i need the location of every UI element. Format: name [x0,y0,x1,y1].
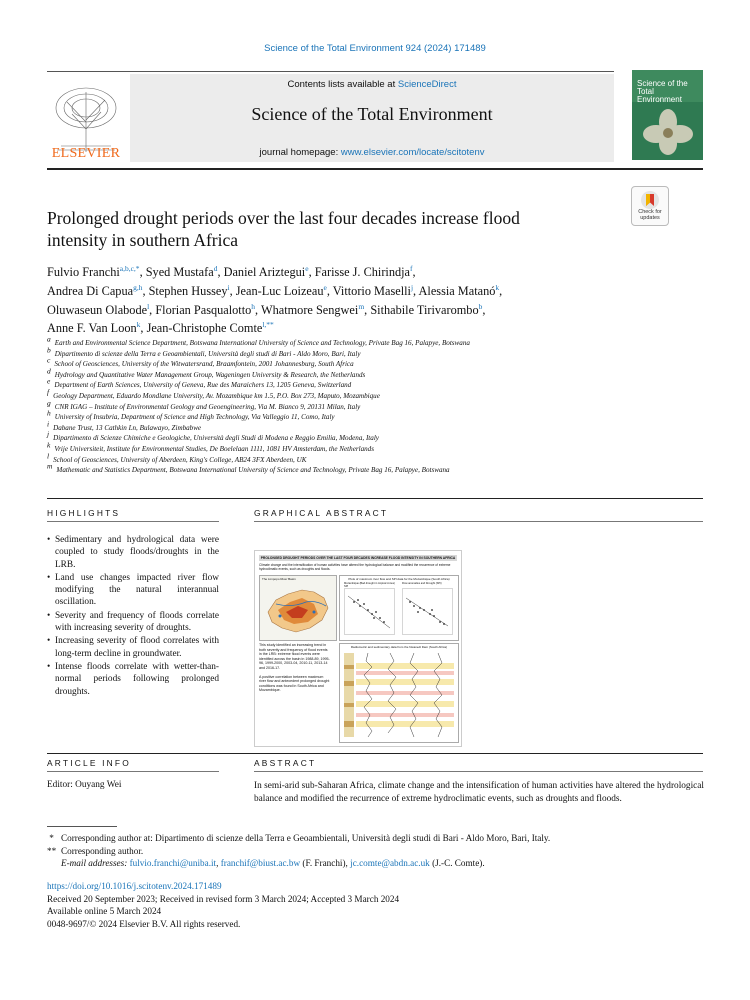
homepage-line [130,147,614,158]
author-separator: , [413,283,419,298]
author-affiliation-marker[interactable]: f [410,263,413,273]
author-name[interactable]: Anne F. Van Loon [47,321,137,336]
footnote-corresponding-1: * Corresponding author at: Dipartimento di scienze della Terra e Geoambientali, Università degli studi di Bari - Aldo Moro, Bari, Italy. [47,833,551,843]
ga-body-1: This study identified an increasing trend in both severity and frequency of flood events in the LRB: extreme flood events were identified across the basin in 1988-89, 1995-96, 1999-2000, 2003-04, 2010-11, 2013-14 and 2016-17. [259,643,330,670]
author-separator: , [499,283,503,298]
affiliation-item [47,408,667,423]
affiliation-item [47,366,667,381]
author-name[interactable]: Daniel Ariztegui [223,265,306,279]
email-link-2[interactable]: franchif@biust.ac.bw [220,858,301,868]
affiliation-marker: d [47,366,51,376]
affiliation-item [47,387,667,402]
ga-plots-title: Plots of maximum river flow and SPI data for the Mozambique (South Africa) [348,577,450,581]
highlight-item: • Intense floods correlate with wetter-than-normal periods following prolonged droughts. [55,661,219,698]
article-title-line-2: intensity in southern Africa [47,230,239,250]
author-separator: , [139,265,146,279]
author-name[interactable]: Andrea Di Capua [47,283,134,298]
homepage-prefix: journal homepage: [259,147,341,158]
abstract-rule [254,771,703,772]
affiliation-text: Geology Department, Eduardo Mondlane University, Av. Mozambique km 1.5, P.O. Box 273, Maputo, Mozambique [53,391,380,400]
journal-homepage-link[interactable]: www.elsevier.com/locate/scitotenv [340,147,485,158]
author-name[interactable]: Alessia Matanó [418,283,496,298]
affiliation-marker: a [47,334,51,344]
contents-prefix: Contents lists available at [287,79,398,90]
affiliation-item [47,377,667,391]
email-link-3[interactable]: jc.comte@abdn.ac.uk [350,858,430,868]
ga-plot-right-label: Flow anomalies and Drought (SPI) [402,582,442,585]
author-separator: , [255,302,261,317]
journal-reference-link[interactable]: Science of the Total Environment 924 (2024) 171489 [264,43,486,54]
ga-banner: PROLONGED DROUGHT PERIODS OVER THE LAST FOUR DECADES INCREASE FLOOD INTENSITY IN SOUTHERN AFRICA [260,556,456,560]
footnote-corresponding-2: ** Corresponding author. [47,845,144,856]
author-affiliation-marker[interactable]: e [305,263,309,273]
author-separator: , [142,283,149,298]
author-affiliation-marker[interactable]: m [358,301,365,311]
author-separator: , [229,283,236,298]
affiliation-text: Dabane Trust, 13 Cathkin Ln, Bulawayo, Zimbabwe [53,423,202,432]
author-list [47,263,647,338]
author-separator: , [326,283,333,298]
graphical-abstract-rule [254,521,703,522]
graphical-abstract-figure [254,550,462,747]
affiliation-text: Mathematic and Statistics Department, Botswana International University of Science and Technology, Private Bag 16, Palapye, Botswana [56,466,450,475]
affiliation-marker: c [47,355,51,365]
affiliation-item [47,440,667,455]
highlights-heading: HIGHLIGHTS [47,508,121,518]
journal-title: Science of the Total Environment [251,104,493,124]
affiliation-item [47,429,667,444]
affiliation-list [47,334,667,476]
ga-sediment-title: Radiometric and sedimentary data from the Nwanedi Dam (South Africa) [350,645,448,649]
ga-plots-panel [339,575,459,641]
sciencedirect-link[interactable]: ScienceDirect [397,79,457,90]
author-name[interactable]: Vittorio Maselli [332,283,411,298]
affiliation-marker: f [47,387,50,397]
affiliation-item [47,345,667,360]
affiliation-text: Vrije Universiteit, Institute for Environmental Studies, De Boelelaan 1111, 1081 HV Amsterdam, the Netherlands [54,444,374,453]
ga-body-text [259,643,331,693]
affiliation-item [47,419,667,434]
check-for-updates-button[interactable] [631,186,669,226]
author-name[interactable]: Oluwaseun Olabode [47,302,148,317]
affiliation-marker: j [47,429,50,439]
affiliation-item [47,451,667,466]
affiliation-text: School of Geosciences, University of Aberdeen, King's College, AB24 3FX Aberdeen, UK [53,455,307,464]
publisher-wordmark: ELSEVIER [51,146,121,161]
doi-link[interactable]: https://doi.org/10.1016/j.scitotenv.2024.171489 [47,881,222,891]
affiliation-text: School of Geosciences, University of the Witwatersrand, Braamfontein, 2001 Johannesburg, South Africa [54,360,354,369]
article-info-rule [47,771,219,772]
affiliation-text: Dipartimento di scienze della Terra e Geoambientali, Università degli studi di Bari - Aldo Moro, Bari, Italy [54,349,361,358]
highlight-item: • Severity and frequency of floods correlate with increasing severity of droughts. [55,610,219,635]
author-affiliation-marker[interactable]: g,h [133,282,143,292]
section-divider-mid [47,753,703,754]
author-affiliation-marker[interactable]: k [136,320,141,330]
author-separator: , [482,302,486,317]
highlight-item: • Increasing severity of flood correlates with long-term decline in groundwater. [55,635,219,660]
author-separator: , [149,302,156,317]
header-top-rule [47,71,614,72]
article-title [47,207,607,251]
author-affiliation-marker[interactable]: j [410,282,414,292]
author-affiliation-marker[interactable]: k [495,282,500,292]
abstract-heading: ABSTRACT [254,758,317,768]
affiliation-text: Earth and Environmental Science Department, Botswana International University of Science and Technology, Private Bag 16, Palapye, Botswana [54,339,470,347]
footnote-rule [47,826,117,827]
ga-sediment-log [342,651,456,739]
email-label: E-mail addresses: [61,858,128,868]
affiliation-marker: l [47,451,50,461]
highlight-item: • Sedimentary and hydrological data were coupled to study floods/droughts in the LRB. [55,534,219,571]
affiliation-text: University of Insubria, Department of Science and High Technology, Via Valleggio 11, Como, Italy [54,413,335,422]
author-affiliation-marker[interactable]: e [323,282,327,292]
ga-intro: Climate change and the intensification of human activities have altered the hydrological balance and modified the recurrence of extreme hydroclimatic events, such as droughts and floods. [259,563,451,571]
available-online: Available online 5 March 2024 [47,906,162,916]
author-separator: , [308,265,315,279]
author-separator: , [140,321,147,336]
affiliation-marker: i [47,419,50,429]
cover-title: Science of the Total Environment [637,79,688,104]
author-name[interactable]: Florian Pasqualotto [155,302,252,317]
author-affiliation-marker[interactable]: a,b,c,* [119,263,140,273]
header-bottom-rule [47,168,703,170]
article-meta [47,880,697,930]
author-name[interactable]: Sithabile Tirivarombo [370,302,479,317]
affiliation-text: Dipartimento di Scienze Chimiche e Geologiche, Università degli Studi di Modena e Reggio Emilia, Modena, Italy [53,434,379,443]
author-name[interactable]: Fulvio Franchi [47,265,120,279]
journal-cover-image [632,70,703,160]
author-separator: , [217,265,224,279]
footnotes [47,832,697,870]
author-name[interactable]: Jean-Christophe Comte [146,321,263,336]
affiliation-marker: k [47,440,51,450]
article-info-heading: ARTICLE INFO [47,758,131,768]
affiliation-item [47,461,667,476]
highlights-list [47,534,219,699]
author-affiliation-marker[interactable]: l,** [262,320,274,330]
ga-sediment-panel [339,643,459,743]
check-updates-label: Check for updates [638,209,662,221]
article-title-line-1: Prolonged drought periods over the last four decades increase flood [47,208,520,228]
ga-plot-left-label: Mozambique (Bad drought in tropical zones) SPI [344,582,395,588]
affiliation-item [47,355,667,370]
affiliation-text: CNR IGAG – Institute of Environmental Geology and Geoengineering, Via M. Bianco 9, 20131 Milan, Italy [54,402,361,411]
affiliation-marker: g [47,398,51,408]
affiliation-item [47,398,667,413]
affiliation-marker: b [47,345,51,355]
footnote-emails: E-mail addresses: fulvio.franchi@uniba.it, franchif@biust.ac.bw (F. Franchi), jc.comte@abdn.ac.uk (J.-C. Comte). [61,858,485,868]
author-name[interactable]: Syed Mustafa [145,265,214,279]
affiliation-marker: m [47,461,53,471]
author-affiliation-marker[interactable]: h [251,301,256,311]
ga-scatter-plots [344,588,454,636]
ga-map-panel [259,575,337,641]
received-dates: Received 20 September 2023; Received in revised form 3 March 2024; Accepted 3 March 2024 [47,893,400,904]
email-name-1: (F. Franchi), [302,858,348,868]
author-separator: , [412,265,416,279]
contents-line [130,79,614,90]
author-name[interactable]: Whatmore Sengwei [260,302,359,317]
affiliation-marker: h [47,408,51,418]
author-separator: , [364,302,371,317]
section-divider-top [47,498,703,499]
author-name[interactable]: Jean-Luc Loizeau [235,283,324,298]
author-name[interactable]: Stephen Hussey [148,283,228,298]
basin-map-icon [262,582,334,638]
affiliation-text: Hydrology and Quantitative Water Management Group, Wageningen University & Research, the Netherlands [54,370,366,379]
author-affiliation-marker[interactable]: d [213,263,218,273]
highlights-rule [47,521,219,522]
author-affiliation-marker[interactable]: l [147,301,150,311]
editor-line: Editor: Ouyang Wei [47,780,122,790]
ga-map-label: The Limpopo River Basin [262,577,296,581]
affiliation-marker: e [47,377,51,387]
affiliation-text: Department of Earth Sciences, University of Geneva, Rue des Maraichers 13, 1205 Geneva, Switzerland [54,381,352,390]
affiliation-item [47,334,667,349]
email-link-1[interactable]: fulvio.franchi@uniba.it [129,858,217,868]
bookmark-icon [640,190,660,210]
author-affiliation-marker[interactable]: b [478,301,483,311]
graphical-abstract-heading: GRAPHICAL ABSTRACT [254,508,389,518]
highlight-item: • Land use changes impacted river flow modifying the natural interannual oscillation. [55,572,219,609]
abstract-text: In semi-arid sub-Saharan Africa, climate change and the intensification of human activities have altered the hydrological balance and modified the recurrence of extreme hydroclimatic events, such as droughts and floods. [254,781,704,804]
author-name[interactable]: Farisse J. Chirindja [314,265,411,279]
ga-body-2: A positive correlation between maximum river flow and antecedent prolonged drought conditions was found in South Africa and Mozambique. [259,674,330,693]
copyright: 0048-9697/© 2024 Elsevier B.V. All rights reserved. [47,918,241,929]
email-name-2: (J.-C. Comte). [432,858,485,868]
author-affiliation-marker[interactable]: i [227,282,230,292]
